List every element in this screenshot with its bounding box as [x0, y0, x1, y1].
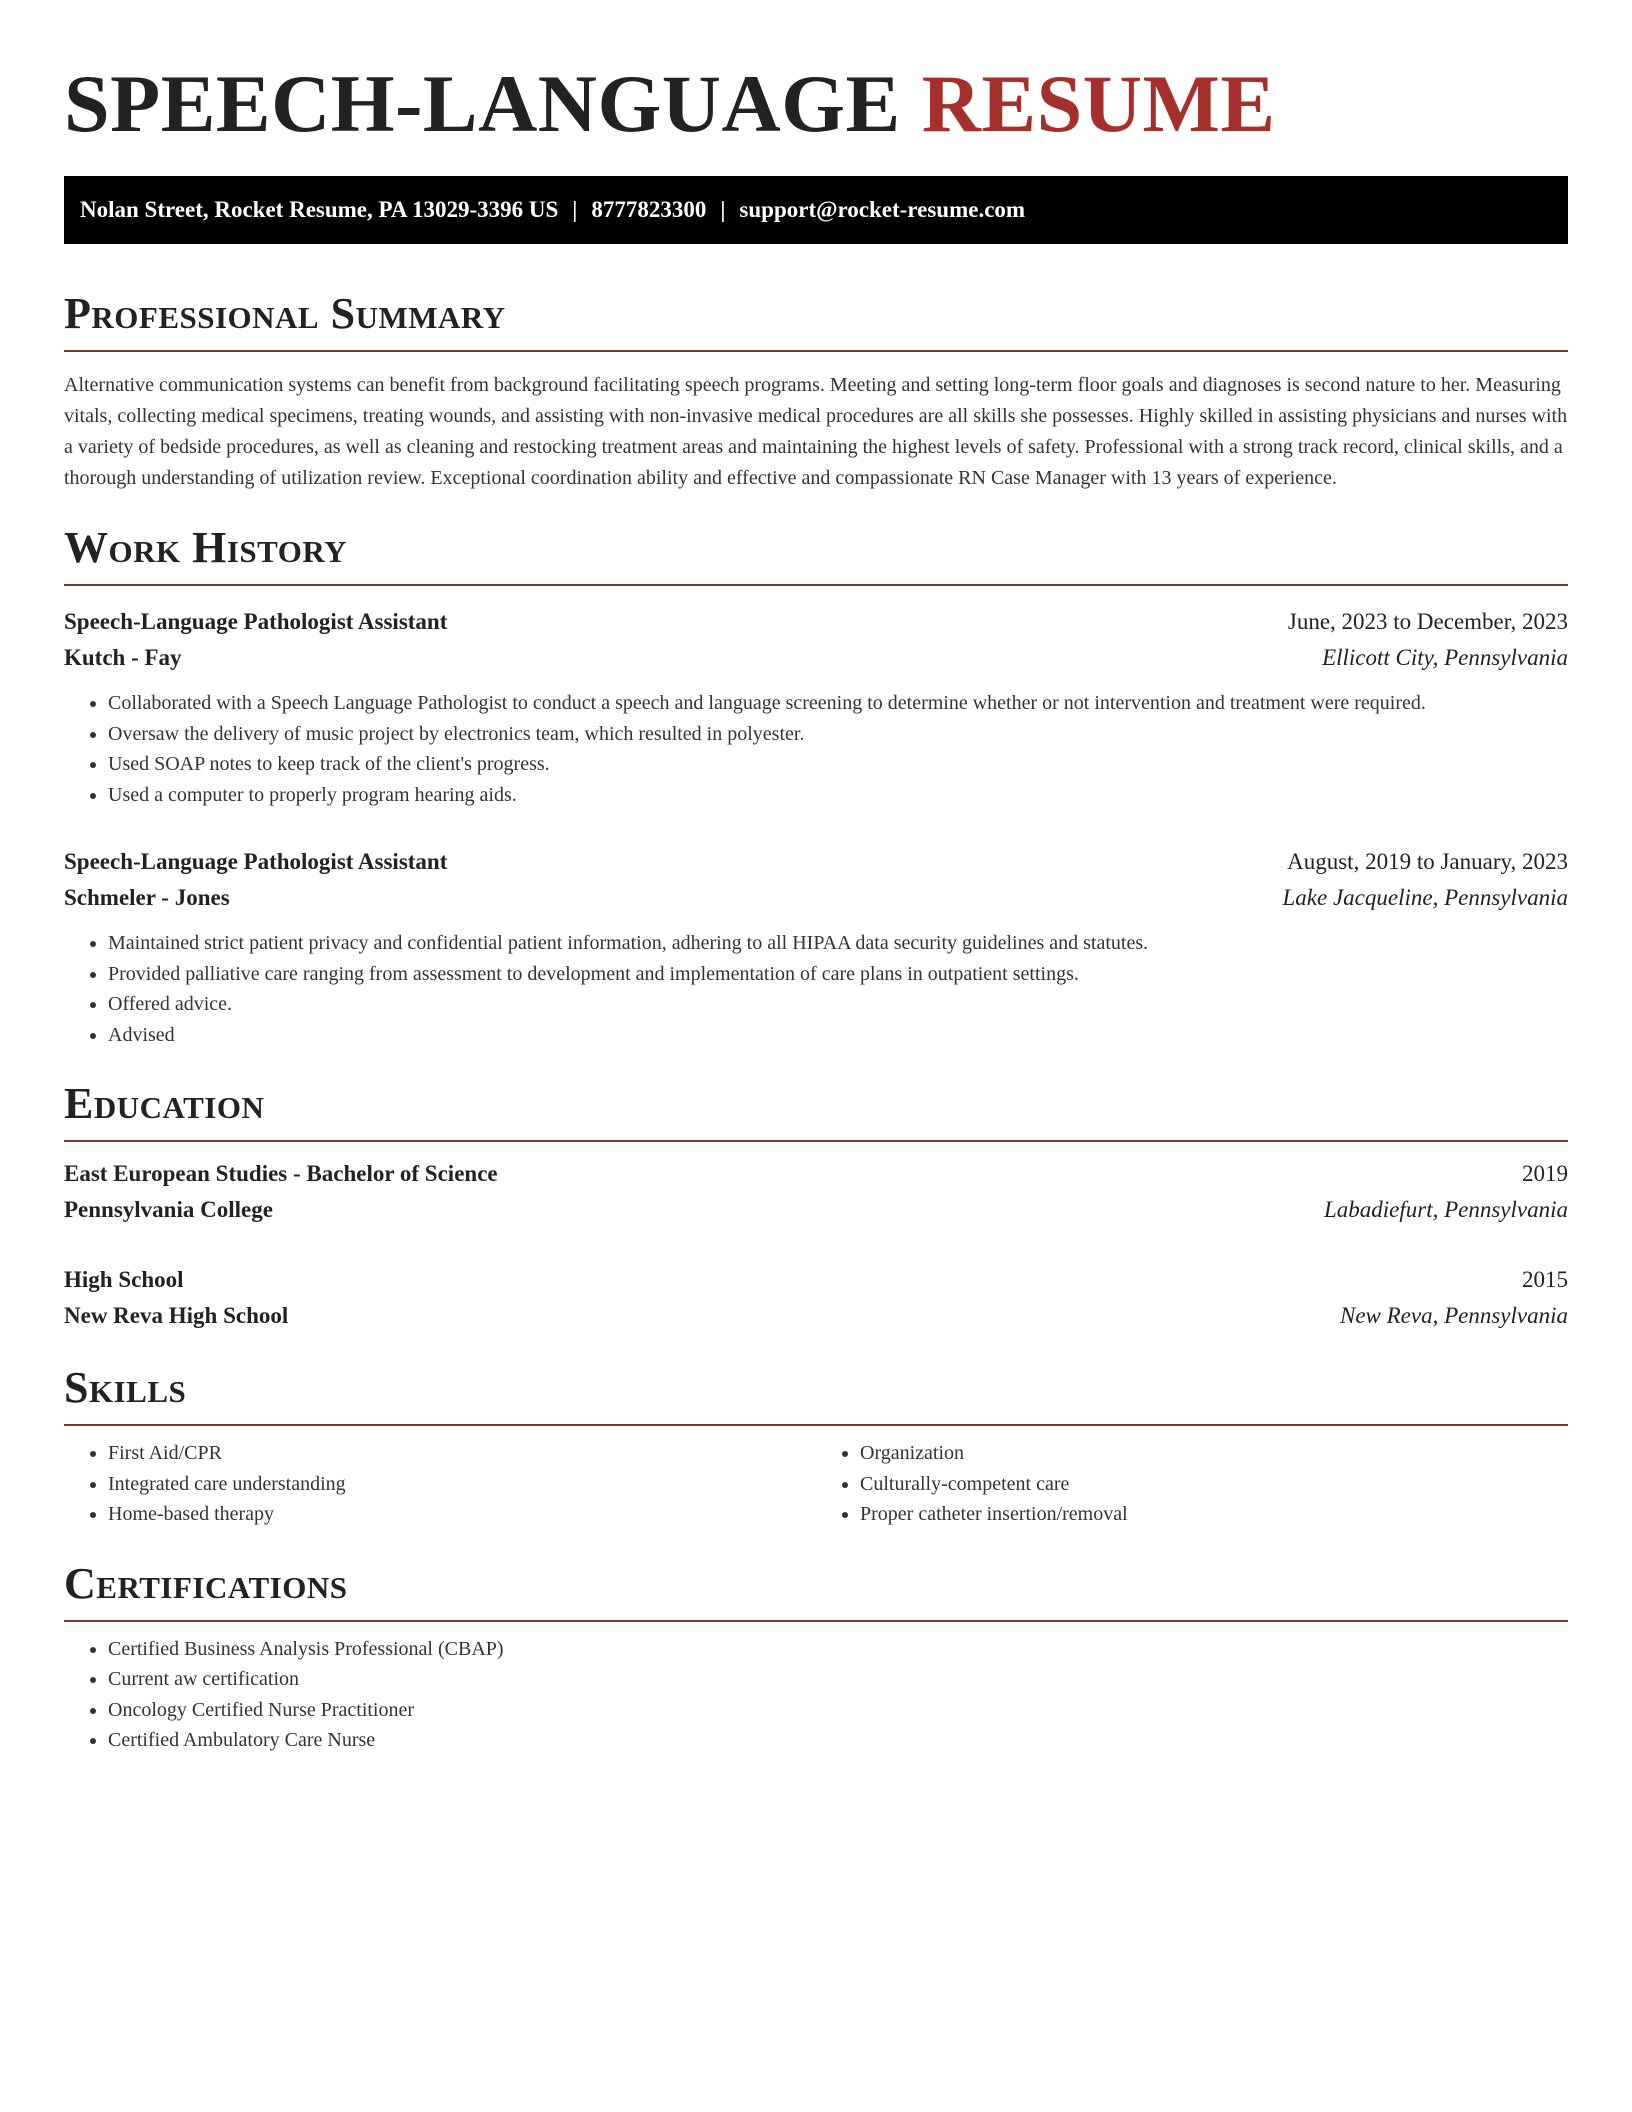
- resume-title: [64, 56, 1568, 152]
- education-year: 2019: [1522, 1161, 1568, 1186]
- job-company-row: [64, 880, 1568, 916]
- certification-item: • Certified Business Analysis Professional (CBAP): [108, 1634, 1568, 1665]
- job-location: Lake Jacqueline, Pennsylvania: [1282, 885, 1568, 910]
- job-bullets: [64, 928, 1568, 1050]
- summary-heading: Professional Summary: [64, 289, 506, 338]
- skill-item: • Culturally-competent care: [860, 1469, 1568, 1500]
- job-bullet: • Offered advice.: [108, 989, 1568, 1020]
- job-bullet: • Collaborated with a Speech Language Pathologist to conduct a speech and language screening to determine whether or not intervention and treatment were required.: [108, 688, 1568, 719]
- skill-item: • Integrated care understanding: [108, 1469, 816, 1500]
- job-company: Kutch - Fay: [64, 645, 182, 670]
- summary-text: Alternative communication systems can benefit from background facilitating speech programs. Meeting and setting long-term floor goals and diagnoses is second nature to her. Measuring vitals, collecting medical specimens, treating wounds, and assisting with non-invasive medical procedures are all skills she possesses. Highly skilled in assisting physicians and nurses with a variety of bedside procedures, as well as cleaning and restocking treatment areas and maintaining the highest levels of safety. Professional with a strong track record, clinical skills, and a thorough understanding of utilization review. Exceptional coordination ability and effective and compassionate RN Case Manager with 13 years of experience.: [64, 374, 1568, 489]
- work-history-heading: Work History: [64, 523, 348, 572]
- job-bullets: [64, 688, 1568, 810]
- job-bullet: • Advised: [108, 1020, 1568, 1051]
- section-divider: [64, 1140, 1568, 1142]
- skills-list-right: [816, 1438, 1568, 1530]
- contact-bar: [64, 176, 1568, 244]
- education-school-row: [64, 1192, 1568, 1228]
- job-title-row: [64, 604, 1568, 640]
- education-year: 2015: [1522, 1267, 1568, 1292]
- education-degree: East European Studies - Bachelor of Science: [64, 1161, 498, 1186]
- job-title-row: [64, 844, 1568, 880]
- summary-section: [64, 286, 1568, 494]
- education-heading: Education: [64, 1079, 265, 1128]
- certification-item: • Certified Ambulatory Care Nurse: [108, 1725, 1568, 1756]
- job-dates: June, 2023 to December, 2023: [1287, 609, 1568, 634]
- skill-item: • Proper catheter insertion/removal: [860, 1499, 1568, 1530]
- skills-list-left: [64, 1438, 816, 1530]
- education-school: New Reva High School: [64, 1303, 289, 1328]
- skills-grid: [64, 1438, 1568, 1530]
- job-dates: August, 2019 to January, 2023: [1287, 849, 1568, 874]
- skill-item: • First Aid/CPR: [108, 1438, 816, 1469]
- skill-item: • Organization: [860, 1438, 1568, 1469]
- job-location: Ellicott City, Pennsylvania: [1322, 645, 1568, 670]
- education-school: Pennsylvania College: [64, 1197, 273, 1222]
- education-location: New Reva, Pennsylvania: [1339, 1303, 1568, 1328]
- section-divider: [64, 350, 1568, 352]
- job-entry: [64, 604, 1568, 810]
- education-entry: [64, 1262, 1568, 1334]
- job-bullet: • Used SOAP notes to keep track of the client's progress.: [108, 749, 1568, 780]
- skills-section: [64, 1360, 1568, 1530]
- section-divider: [64, 1620, 1568, 1622]
- education-school-row: [64, 1298, 1568, 1334]
- job-bullet: • Used a computer to properly program hearing aids.: [108, 780, 1568, 811]
- contact-separator: |: [720, 197, 726, 222]
- education-section: [64, 1076, 1568, 1334]
- contact-separator: |: [572, 197, 578, 222]
- certification-item: • Oncology Certified Nurse Practitioner: [108, 1695, 1568, 1726]
- resume-title-main: SPEECH-LANGUAGE: [64, 58, 901, 149]
- education-degree-row: [64, 1156, 1568, 1192]
- certification-item: • Current aw certification: [108, 1664, 1568, 1695]
- job-bullet: • Oversaw the delivery of music project by electronics team, which resulted in polyester.: [108, 719, 1568, 750]
- contact-address: Nolan Street, Rocket Resume, PA 13029-3396 US: [80, 197, 559, 222]
- job-title: Speech-Language Pathologist Assistant: [64, 609, 448, 634]
- certifications-section: [64, 1556, 1568, 1756]
- certifications-heading: Certifications: [64, 1558, 348, 1608]
- section-divider: [64, 1424, 1568, 1426]
- job-title: Speech-Language Pathologist Assistant: [64, 849, 448, 874]
- job-bullet: • Provided palliative care ranging from assessment to development and implementation of care plans in outpatient settings.: [108, 959, 1568, 990]
- contact-phone: 8777823300: [591, 197, 707, 222]
- job-company-row: [64, 640, 1568, 676]
- work-history-section: [64, 520, 1568, 1050]
- education-degree-row: [64, 1262, 1568, 1298]
- education-degree: High School: [64, 1267, 184, 1292]
- section-divider: [64, 584, 1568, 586]
- resume-title-accent: RESUME: [921, 58, 1276, 149]
- education-location: Labadiefurt, Pennsylvania: [1323, 1197, 1568, 1222]
- job-company: Schmeler - Jones: [64, 885, 230, 910]
- skills-heading: Skills: [64, 1363, 187, 1412]
- contact-email: support@rocket-resume.com: [739, 197, 1026, 222]
- skill-item: • Home-based therapy: [108, 1499, 816, 1530]
- certifications-list: [64, 1634, 1568, 1756]
- job-entry: [64, 844, 1568, 1050]
- job-bullet: • Maintained strict patient privacy and confidential patient information, adhering to all HIPAA data security guidelines and statutes.: [108, 928, 1568, 959]
- education-entry: [64, 1156, 1568, 1228]
